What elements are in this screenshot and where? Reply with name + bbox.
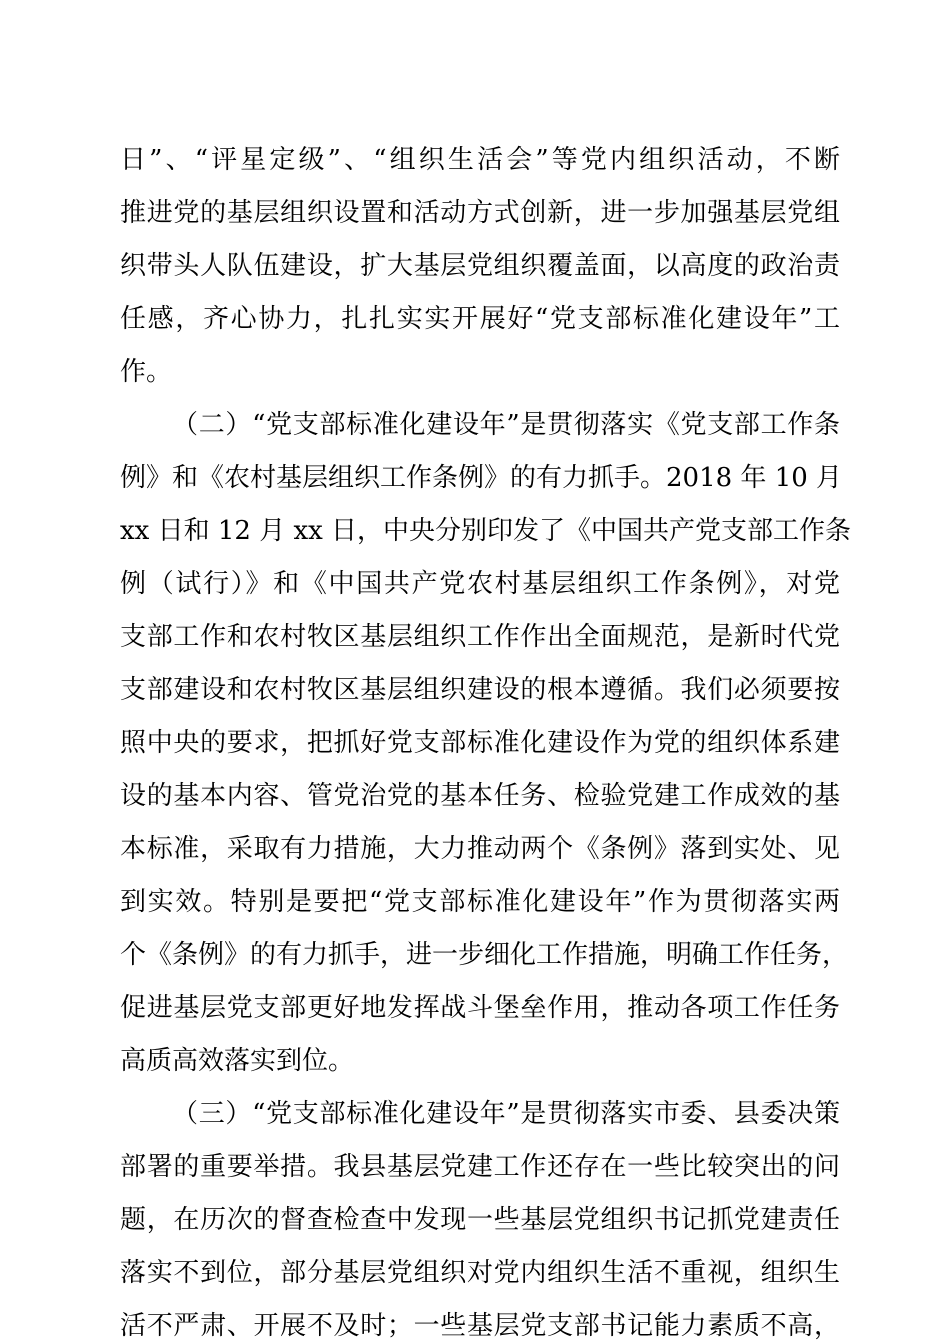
text-line: 设的基本内容、管党治党的基本任务、检验党建工作成效的基 bbox=[120, 781, 840, 811]
text-line: 高质高效落实到位。 bbox=[120, 1046, 355, 1076]
text-line: （三）“党支部标准化建设年”是贯彻落实市委、县委决策 bbox=[172, 1099, 840, 1129]
text-line: 照中央的要求，把抓好党支部标准化建设作为党的组织体系建 bbox=[120, 728, 840, 758]
text-line: 部署的重要举措。我县基层党建工作还存在一些比较突出的问 bbox=[120, 1152, 840, 1182]
text-line: 个《条例》的有力抓手，进一步细化工作措施，明确工作任务， bbox=[120, 940, 849, 970]
text-line: 日”、“评星定级”、“组织生活会”等党内组织活动，不断 bbox=[120, 145, 840, 175]
text-line: 织带头人队伍建设，扩大基层党组织覆盖面，以高度的政治责 bbox=[120, 251, 840, 281]
text-line: 推进党的基层组织设置和活动方式创新，进一步加强基层党组 bbox=[120, 198, 840, 228]
text-line: 促进基层党支部更好地发挥战斗堡垒作用，推动各项工作任务 bbox=[120, 993, 840, 1023]
text-line: 任感，齐心协力，扎扎实实开展好“党支部标准化建设年”工 bbox=[120, 304, 840, 334]
text-line: 题，在历次的督查检查中发现一些基层党组织书记抓党建责任 bbox=[120, 1205, 840, 1235]
text-line: xx 日和 12 月 xx 日，中央分别印发了《中国共产党支部工作条 bbox=[120, 516, 852, 546]
text-line: 例（试行）》和《中国共产党农村基层组织工作条例》，对党 bbox=[120, 569, 840, 599]
text-line: 支部工作和农村牧区基层组织工作作出全面规范，是新时代党 bbox=[120, 622, 840, 652]
text-line: 到实效。特别是要把“党支部标准化建设年”作为贯彻落实两 bbox=[120, 887, 840, 917]
text-line: 例》和《农村基层组织工作条例》的有力抓手。2018 年 10 月 bbox=[120, 463, 843, 493]
text-line: 落实不到位，部分基层党组织对党内组织生活不重视，组织生 bbox=[120, 1258, 840, 1288]
text-line: 支部建设和农村牧区基层组织建设的根本遵循。我们必须要按 bbox=[120, 675, 840, 705]
text-line: 本标准，采取有力措施，大力推动两个《条例》落到实处、见 bbox=[120, 834, 840, 864]
text-line: 作。 bbox=[120, 357, 173, 387]
text-line: （二）“党支部标准化建设年”是贯彻落实《党支部工作条 bbox=[172, 410, 840, 440]
text-line: 活不严肃、开展不及时；一些基层党支部书记能力素质不高， bbox=[120, 1311, 840, 1341]
